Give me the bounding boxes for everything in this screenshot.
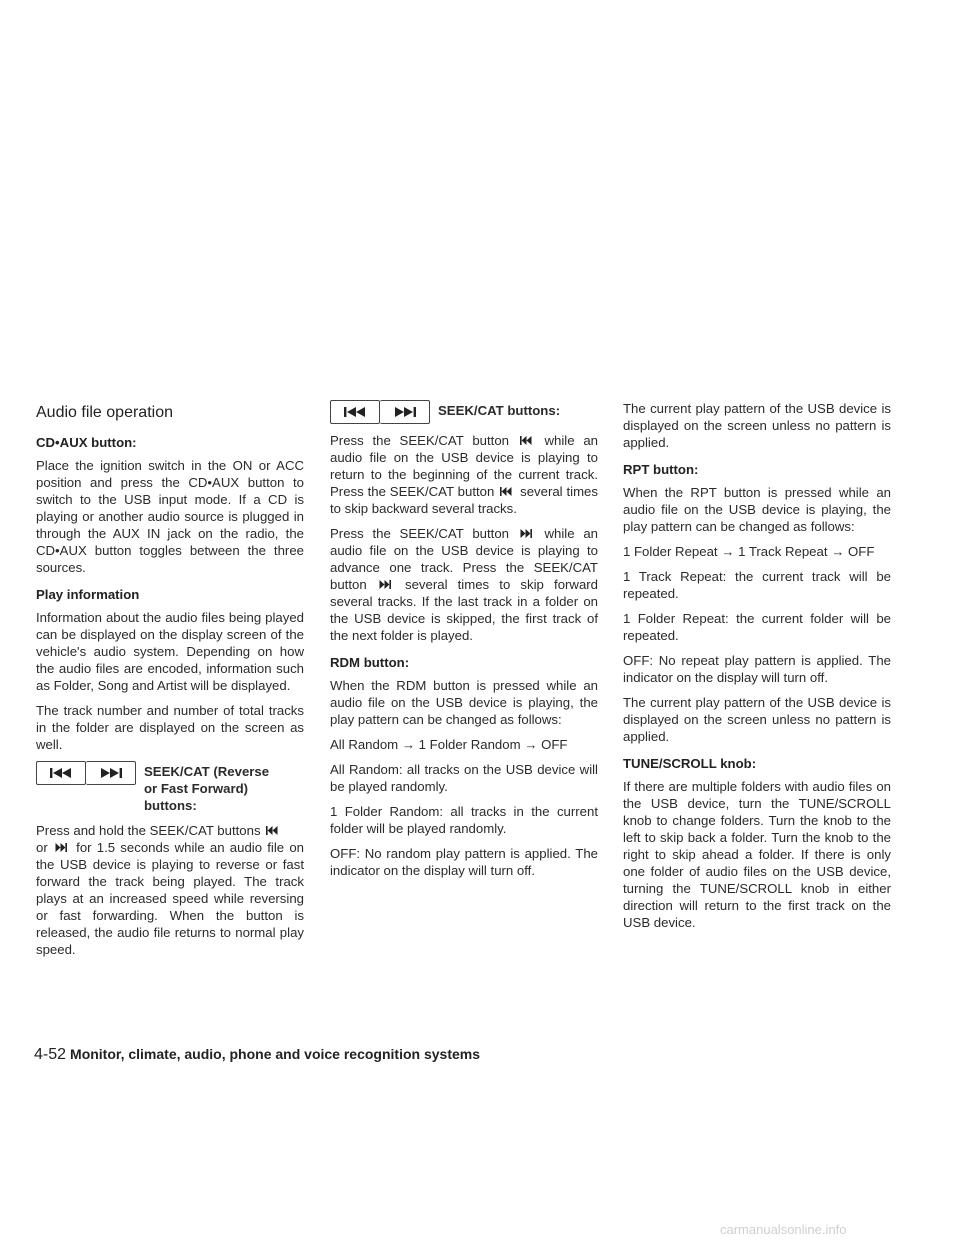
seek-back-text-b: while an audio file on the USB device is playing to return to the beginning of the current track. Press the SEEK/CAT button — [330, 433, 598, 499]
tune-text: If there are multiple folders with audio files on the USB device, turn the TUNE/SCROLL knob to change folders. Turn the knob to the left to skip back a folder. Turn the knob to the right to skip ahead a folder. If there is only one folder of audio files on the USB device, turning the TUNE/SCROLL knob in either direction will return to the first track on the USB device. — [623, 779, 891, 930]
seek-heading: SEEK/CAT (Reverse or Fast Forward) buttons: — [144, 764, 270, 813]
seek-back-text — [330, 432, 598, 517]
skip-back-icon — [520, 436, 532, 445]
seek-forward-text — [330, 525, 598, 644]
skip-back-icon — [342, 406, 368, 418]
rpt-text: When the RPT button is pressed while an audio file on the USB device is playing, the play pattern can be changed as follows: — [623, 485, 891, 534]
seek-text-b: or — [36, 840, 48, 855]
seek-heading-2: SEEK/CAT buttons: — [438, 403, 561, 418]
rpt-sequence: 1 Folder Repeat → 1 Track Repeat → OFF — [623, 544, 875, 559]
tune-heading: TUNE/SCROLL knob: — [623, 756, 757, 771]
page-number: 4-52 — [34, 1046, 67, 1063]
rdm-folder: 1 Folder Random: all tracks in the current folder will be played randomly. — [330, 804, 598, 836]
seek-forward-button-icon — [86, 761, 136, 785]
seek-forward-button-icon — [380, 400, 430, 424]
rpt-heading: RPT button: — [623, 462, 699, 477]
seek-text — [36, 822, 304, 958]
seek-button-group-2 — [330, 400, 430, 424]
rdm-all: All Random: all tracks on the USB device will be played randomly. — [330, 762, 598, 794]
seek-forward-text-a: Press the SEEK/CAT button — [330, 526, 509, 541]
column-2 — [330, 400, 598, 887]
skip-back-icon — [48, 767, 74, 779]
seek-text-a: Press and hold the SEEK/CAT buttons — [36, 823, 261, 838]
seek-back-button-icon — [330, 400, 380, 424]
seek-forward-text-b: while an audio file on the USB device is playing to advance one track. Press the SEEK/CAT button — [330, 526, 598, 592]
seek-back-text-c: several times to skip backward several tracks. — [330, 484, 598, 516]
column-1 — [36, 400, 304, 966]
rpt-folder: 1 Folder Repeat: the current folder will be repeated. — [623, 611, 891, 643]
skip-forward-icon — [379, 580, 391, 589]
page-footer — [34, 1046, 480, 1064]
skip-forward-icon — [55, 843, 67, 852]
play-info-text-2: The track number and number of total tracks in the folder are displayed on the screen as well. — [36, 703, 304, 752]
seek-buttons-row — [36, 761, 304, 814]
rdm-off: OFF: No random play pattern is applied. The indicator on the display will turn off. — [330, 846, 598, 878]
seek-back-text-a: Press the SEEK/CAT button — [330, 433, 509, 448]
seek-button-group — [36, 761, 136, 785]
rdm-text: When the RDM button is pressed while an audio file on the USB device is playing, the play pattern can be changed as follows: — [330, 678, 598, 727]
skip-forward-icon — [520, 529, 532, 538]
play-info-heading: Play information — [36, 587, 140, 602]
skip-back-icon — [266, 826, 278, 835]
seek-text-c: for 1.5 seconds while an audio file on the USB device is playing to reverse or fast forward the track being played. The track plays at an increased speed while reversing or fast forwarding. When the button is released, the audio file returns to normal play speed. — [36, 840, 304, 957]
rdm-sequence: All Random → 1 Folder Random → OFF — [330, 737, 568, 752]
skip-back-icon — [500, 487, 512, 496]
cd-aux-text: Place the ignition switch in the ON or ACC position and press the CD•AUX button to switch to the USB input mode. If a CD is playing or another audio source is plugged in through the AUX IN jack on the radio, the CD•AUX button toggles between the three sources. — [36, 458, 304, 575]
play-pattern-text-2: The current play pattern of the USB device is displayed on the screen unless no pattern is applied. — [623, 695, 891, 744]
play-info-text-1: Information about the audio files being played can be displayed on the display screen of the vehicle's audio system. Depending on how the audio files are encoded, information such as Folder, Song and Artist will be displayed. — [36, 610, 304, 693]
rpt-off: OFF: No repeat play pattern is applied. The indicator on the display will turn off. — [623, 653, 891, 685]
column-3 — [623, 400, 891, 939]
chapter-title: Monitor, climate, audio, phone and voice recognition systems — [70, 1046, 480, 1062]
seek-back-button-icon — [36, 761, 86, 785]
rpt-track: 1 Track Repeat: the current track will be repeated. — [623, 569, 891, 601]
skip-forward-icon — [98, 767, 124, 779]
seek-buttons-row-2 — [330, 400, 598, 424]
seek-forward-text-c: several times to skip forward several tracks. If the last track in a folder on the USB device is skipped, the first track of the next folder is played. — [330, 577, 598, 643]
cd-aux-heading: CD•AUX button: — [36, 435, 137, 450]
rdm-heading: RDM button: — [330, 655, 410, 670]
watermark: carmanualsonline.info — [720, 1222, 847, 1237]
section-title: Audio file operation — [36, 404, 173, 421]
play-pattern-text-1: The current play pattern of the USB device is displayed on the screen unless no pattern is applied. — [623, 401, 891, 450]
skip-forward-icon — [392, 406, 418, 418]
